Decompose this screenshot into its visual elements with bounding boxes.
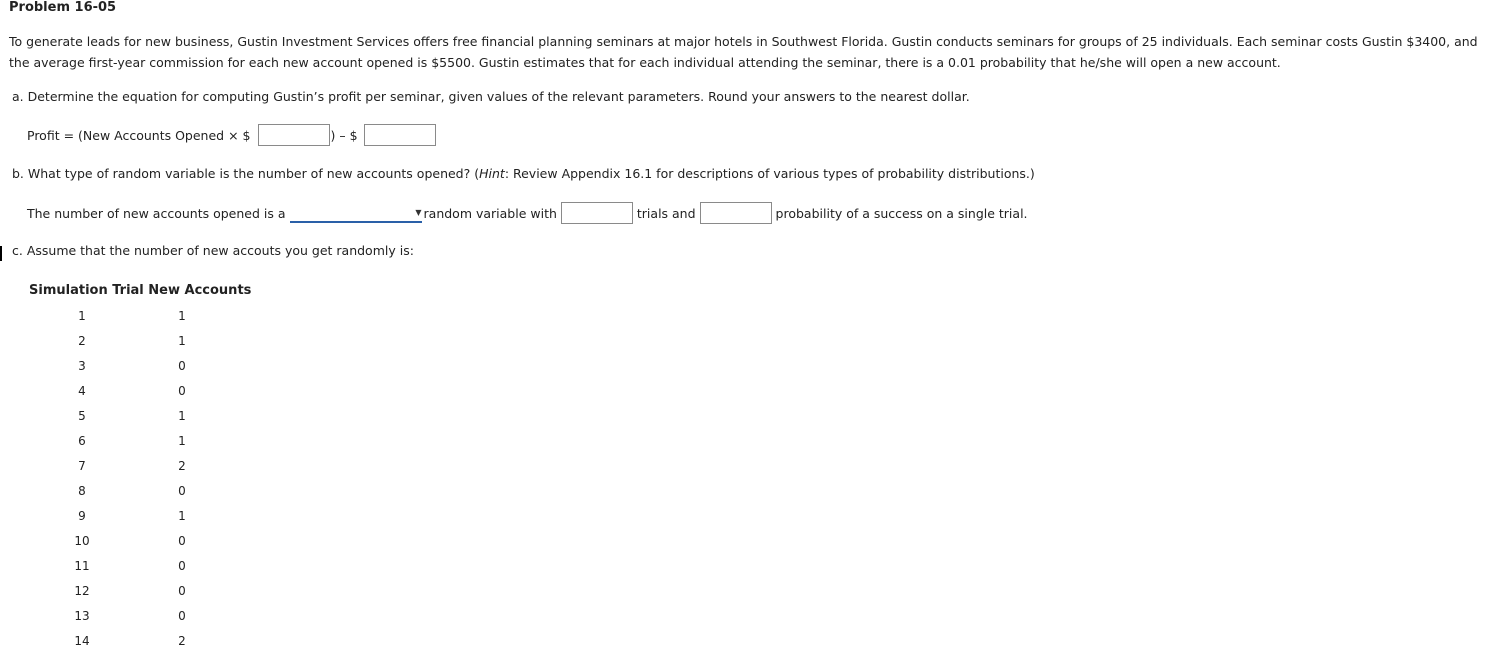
trial-number: 13 (74, 609, 90, 623)
trial-number: 5 (78, 409, 86, 423)
probability-label: probability of a success on a single trial. (775, 205, 1028, 221)
trial-number: 9 (78, 509, 86, 523)
problem-title: Problem 16-05 (9, 0, 117, 15)
trial-number: 12 (74, 584, 90, 598)
close-paren: ) (330, 127, 336, 143)
table-row (29, 334, 249, 359)
table-row (29, 634, 249, 659)
simulation-table-header: Simulation Trial New Accounts (29, 283, 252, 298)
trial-number: 6 (78, 434, 86, 448)
new-accounts-value: 0 (178, 484, 186, 498)
problem-intro: To generate leads for new business, Gustin Investment Services offers free financial planning seminars at major hotels in Southwest Florida. Gustin conducts seminars for groups of 25 individuals. Each seminar costs Gustin $3400, and the average first-year commission for each new account opened is $5500. Gustin estimates that for each individual attending the seminar, there is a 0.01 probability that he/she will open a new account. (9, 34, 1478, 70)
table-row (29, 609, 249, 634)
new-accounts-value: 1 (178, 309, 186, 323)
trial-number: 10 (74, 534, 90, 548)
text-cursor-marker (0, 246, 2, 261)
commission-input[interactable] (258, 124, 330, 146)
trial-number: 7 (78, 459, 86, 473)
caret-down-icon: ▼ (415, 207, 422, 217)
rv-line-prefix: The number of new accounts opened is a (27, 205, 286, 221)
table-row (29, 584, 249, 609)
table-row (29, 459, 249, 484)
new-accounts-value: 2 (178, 634, 186, 648)
table-row (29, 434, 249, 459)
table-row (29, 559, 249, 584)
table-row (29, 384, 249, 409)
trials-input[interactable] (561, 202, 633, 224)
new-accounts-value: 0 (178, 534, 186, 548)
profit-equation (27, 123, 436, 147)
hint-label: Hint (479, 166, 505, 181)
trial-number: 8 (78, 484, 86, 498)
profit-prefix: Profit = (New Accounts Opened × $ (27, 127, 251, 143)
new-accounts-value: 0 (178, 359, 186, 373)
minus-dollar: – $ (335, 127, 358, 143)
distribution-type-dropdown[interactable] (290, 203, 422, 223)
new-accounts-value: 0 (178, 559, 186, 573)
trial-number: 3 (78, 359, 86, 373)
new-accounts-value: 1 (178, 409, 186, 423)
new-accounts-value: 0 (178, 584, 186, 598)
after-dropdown-text: random variable with (423, 205, 557, 221)
new-accounts-value: 2 (178, 459, 186, 473)
table-row (29, 484, 249, 509)
new-accounts-value: 1 (178, 434, 186, 448)
table-row (29, 509, 249, 534)
trial-number: 14 (74, 634, 90, 648)
seminar-cost-input[interactable] (364, 124, 436, 146)
trial-number: 4 (78, 384, 86, 398)
random-variable-line (27, 201, 1028, 225)
table-row (29, 359, 249, 384)
table-row (29, 534, 249, 559)
trial-number: 11 (74, 559, 90, 573)
trials-label: trials and (636, 205, 696, 221)
new-accounts-value: 1 (178, 509, 186, 523)
part-c-question: c. Assume that the number of new accouts you get randomly is: (12, 243, 414, 258)
part-b-question: b. What type of random variable is the number of new accounts opened? (Hint: Review Appendix 16.1 for descriptions of various types of probability distributions.) (12, 166, 1035, 181)
trial-number: 2 (78, 334, 86, 348)
probability-input[interactable] (700, 202, 772, 224)
table-row (29, 309, 249, 334)
new-accounts-value: 0 (178, 609, 186, 623)
new-accounts-value: 0 (178, 384, 186, 398)
trial-number: 1 (78, 309, 86, 323)
table-row (29, 409, 249, 434)
part-a-question: a. Determine the equation for computing Gustin’s profit per seminar, given values of the relevant parameters. Round your answers to the nearest dollar. (12, 89, 970, 104)
new-accounts-value: 1 (178, 334, 186, 348)
